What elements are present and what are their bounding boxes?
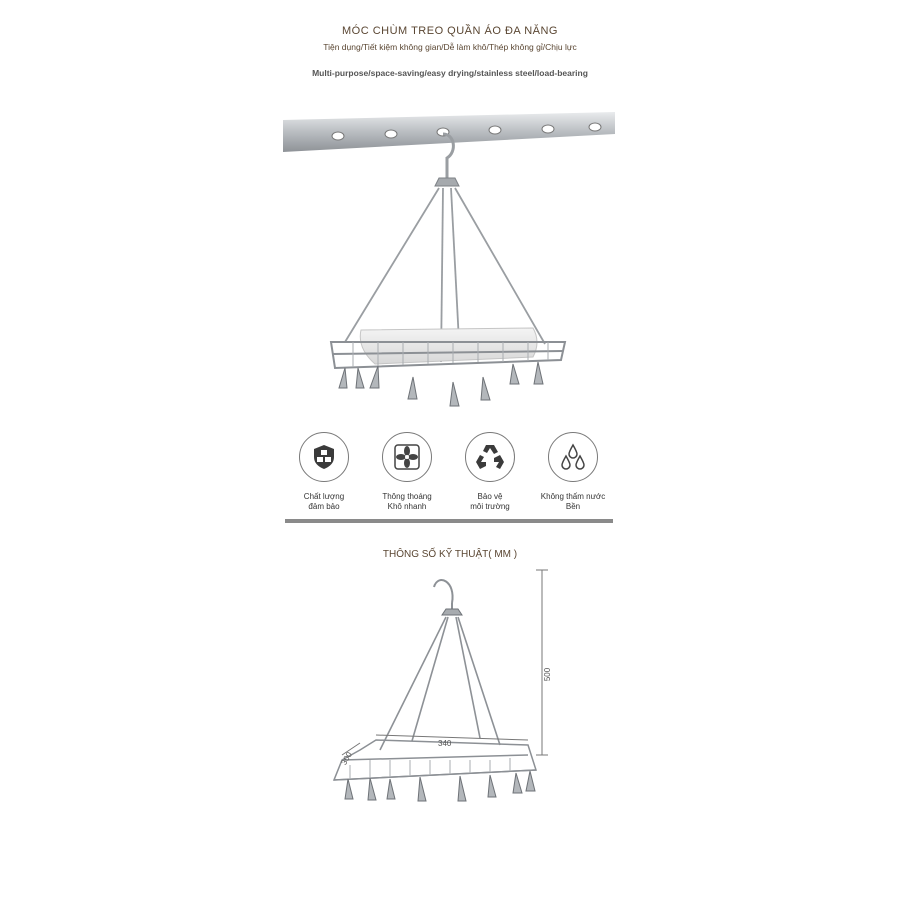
- water-drops-icon: [548, 432, 598, 482]
- feature-label: Chất lượng đảm bảo: [303, 492, 345, 511]
- feature-waterproof: [533, 432, 613, 512]
- spec-frame: [334, 740, 536, 780]
- feature-label: Không thấm nước Bền: [540, 492, 606, 511]
- dim-height: 500: [543, 667, 553, 682]
- feature-ventilation: [367, 432, 447, 512]
- feature-label: Bảo vệ môi trường: [470, 492, 510, 511]
- dim-width: 340: [438, 739, 452, 748]
- product-photo: [283, 92, 615, 422]
- spec-title: THÔNG SỐ KỸ THUẬT( MM ): [382, 549, 518, 560]
- divider-bar: [285, 519, 613, 523]
- feature-label: Thông thoáng Khô nhanh: [382, 492, 432, 511]
- subtitle-english: Multi-purpose/space-saving/easy drying/stainless steel/load-bearing: [312, 68, 588, 78]
- towel: [360, 328, 537, 364]
- subtitle-vietnamese: Tiện dụng/Tiết kiệm không gian/Dễ làm khô/Thép không gỉ/Chịu lực: [323, 42, 577, 52]
- clothespins: [339, 362, 543, 406]
- ceiling-rail: [283, 112, 615, 152]
- spec-diagram: [320, 565, 553, 830]
- dim-depth: 300: [339, 750, 354, 767]
- recycle-icon: [465, 432, 515, 482]
- feature-list: [283, 432, 615, 524]
- quality-shield-icon: [299, 432, 349, 482]
- fan-icon: [382, 432, 432, 482]
- feature-quality: [284, 432, 364, 512]
- page-title: MÓC CHÙM TREO QUẦN ÁO ĐA NĂNG: [342, 25, 558, 37]
- feature-eco: [450, 432, 530, 512]
